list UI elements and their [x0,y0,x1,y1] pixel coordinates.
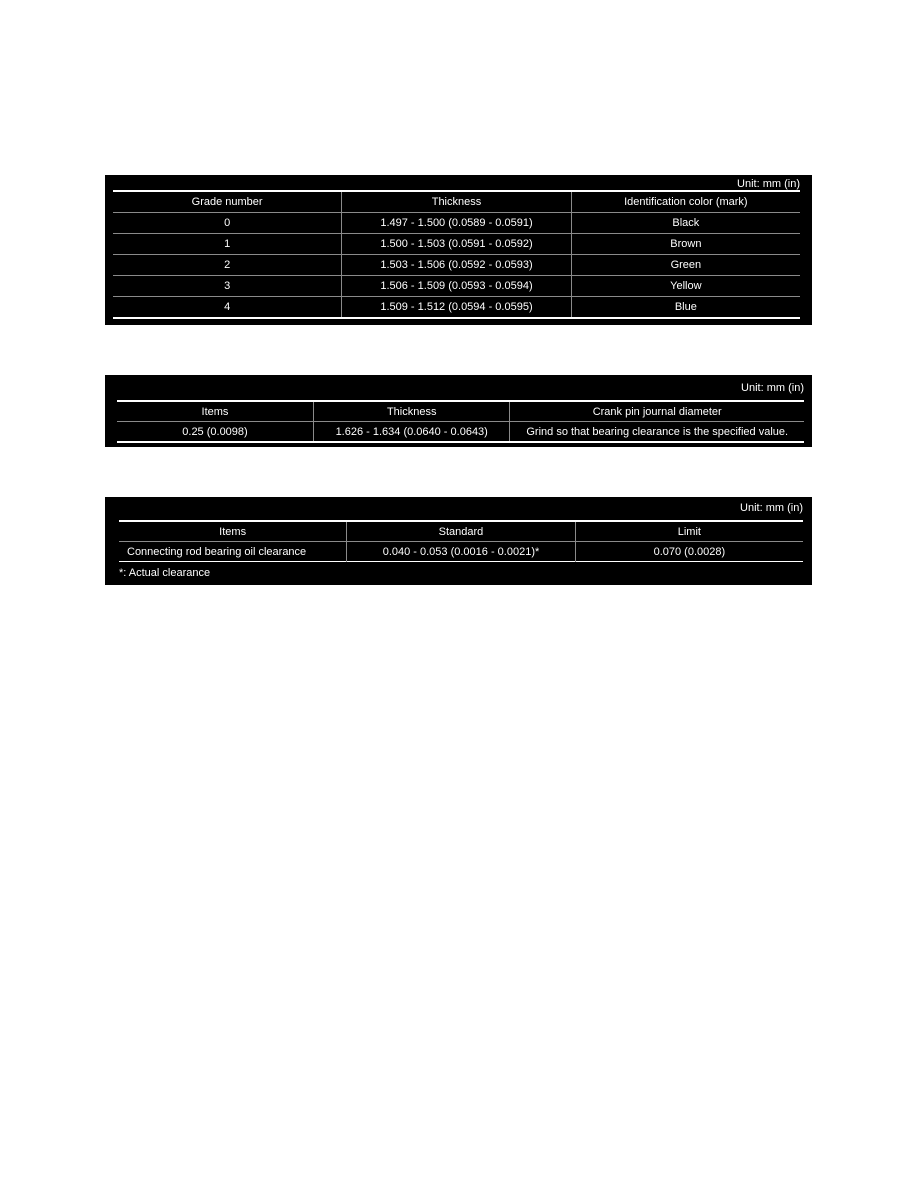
table-header-row [113,191,800,213]
table-row [113,255,800,276]
grade-number-cell: 3 [224,280,231,292]
journal-diameter-cell: Grind so that bearing clearance is the specified value. [510,422,804,443]
color-cell: Blue [571,297,800,319]
undersize-bearing-table [117,400,804,443]
column-header: Items [119,521,347,542]
oil-clearance-table [119,520,803,562]
bearing-grade-table-panel [105,175,812,325]
table-row [117,422,804,443]
unit-label: Unit: mm (in) [740,502,803,514]
thickness-cell: 1.626 - 1.634 (0.0640 - 0.0643) [313,422,509,443]
thickness-cell: 1.509 - 1.512 (0.0594 - 0.0595) [342,297,571,319]
column-header: Thickness [313,401,509,422]
thickness-cell: 1.500 - 1.503 (0.0591 - 0.0592) [342,234,571,255]
grade-number-cell: 0 [224,217,231,229]
standard-cell: 0.040 - 0.053 (0.0016 - 0.0021)* [347,542,575,562]
table-header-row [117,401,804,422]
unit-label: Unit: mm (in) [737,178,800,190]
grade-number-cell: 4 [224,301,231,313]
footnote: *: Actual clearance [119,567,211,579]
color-cell: Brown [571,234,800,255]
column-header: Limit [575,521,803,542]
table-row [113,276,800,297]
table-row [119,542,803,562]
limit-cell: 0.070 (0.0028) [575,542,803,562]
grade-number-cell: 1 [224,238,231,250]
thickness-cell: 1.497 - 1.500 (0.0589 - 0.0591) [342,213,571,234]
grade-number-cell: 2 [224,259,231,271]
column-header: Identification color (mark) [571,191,800,213]
table-header-row [119,521,803,542]
undersize-bearing-table-panel [105,375,812,447]
column-header: Thickness [342,191,571,213]
column-header: Standard [347,521,575,542]
items-cell: Connecting rod bearing oil clearance [127,545,307,558]
table-row [113,297,800,319]
color-cell: Green [571,255,800,276]
table-row [113,213,800,234]
column-header: Crank pin journal diameter [510,401,804,422]
table-row [113,234,800,255]
thickness-cell: 1.506 - 1.509 (0.0593 - 0.0594) [342,276,571,297]
column-header: Items [117,401,313,422]
column-header: Grade number [113,191,342,213]
items-cell: 0.25 (0.0098) [182,425,248,438]
thickness-cell: 1.503 - 1.506 (0.0592 - 0.0593) [342,255,571,276]
bearing-grade-table [113,190,800,319]
oil-clearance-table-panel [105,497,812,585]
color-cell: Yellow [571,276,800,297]
unit-label: Unit: mm (in) [741,382,804,394]
color-cell: Black [571,213,800,234]
